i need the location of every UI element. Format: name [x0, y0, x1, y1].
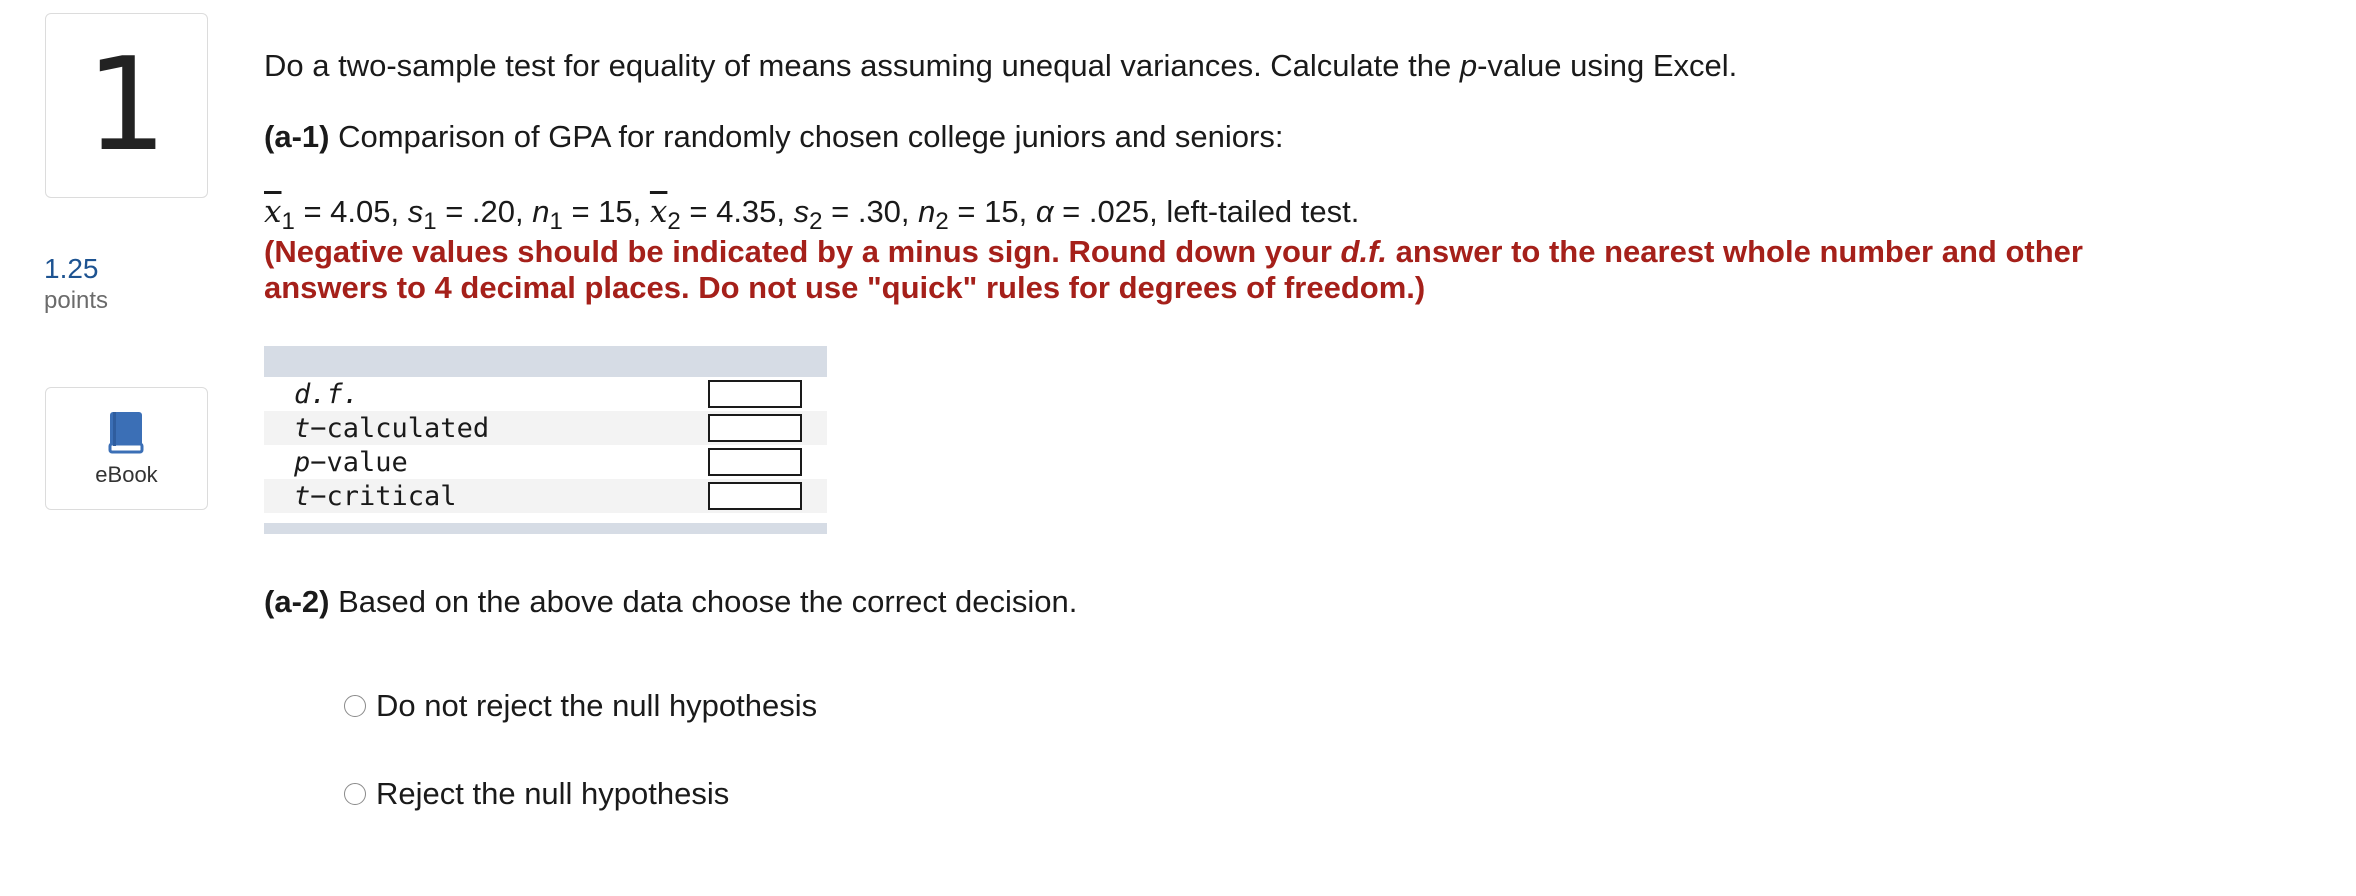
table-row-t-calculated: [264, 411, 827, 445]
row-label-df: [264, 379, 708, 410]
option-do-not-reject[interactable]: [344, 688, 817, 724]
rounding-instructions: [264, 234, 2124, 306]
x2-symbol: $\overline{x}$: [649, 194, 668, 230]
df-input[interactable]: [708, 380, 802, 408]
warning-text-end: answer to the nearest whole number and other answers to 4 decimal places. Do not use "quick" rules for degrees of freedom.): [264, 234, 2083, 305]
x1-subscript: 1: [281, 208, 295, 236]
alpha-value: = .025, left-tailed test.: [1053, 194, 1360, 229]
intro-p-symbol: p: [1459, 48, 1478, 83]
n2-subscript: 2: [935, 208, 949, 236]
t-critical-rest: −critical: [310, 480, 457, 512]
part-a1-heading: [264, 119, 1283, 155]
question-number: 1: [45, 13, 208, 198]
s1-symbol: s: [407, 194, 424, 229]
intro-text-start: Do a two-sample test for equality of means assuming unequal variances. Calculate the: [264, 48, 1460, 83]
p-value-input[interactable]: [708, 448, 802, 476]
x2-subscript: 2: [667, 208, 681, 236]
answer-table: [264, 346, 827, 534]
radio-reject[interactable]: [344, 783, 366, 805]
s2-value: = .30,: [822, 194, 919, 229]
s1-subscript: 1: [423, 208, 437, 236]
x1-symbol: $\overline{x}$: [264, 194, 282, 230]
radio-do-not-reject[interactable]: [344, 695, 366, 717]
x2-value: = 4.35,: [680, 194, 794, 229]
part-a1-text: Comparison of GPA for randomly chosen college juniors and seniors:: [329, 119, 1284, 154]
x1-value: = 4.05,: [294, 194, 408, 229]
points-block: [44, 252, 184, 316]
part-a1-label: (a-1): [264, 119, 330, 154]
n1-value: = 15,: [562, 194, 650, 229]
points-label: points: [44, 287, 109, 314]
option-label-reject: Reject the null hypothesis: [376, 776, 730, 811]
table-row-p-value: [264, 445, 827, 479]
book-icon: [107, 410, 147, 454]
t-critical-input[interactable]: [708, 482, 802, 510]
n2-value: = 15,: [948, 194, 1036, 229]
option-reject[interactable]: [344, 776, 729, 812]
t-calculated-prefix: t: [294, 412, 311, 444]
n2-symbol: n: [918, 194, 936, 229]
points-value: 1.25: [44, 253, 99, 284]
part-a2-label: (a-2): [264, 584, 330, 619]
option-label-do-not-reject: Do not reject the null hypothesis: [376, 688, 818, 723]
table-footer-bar: [264, 523, 827, 534]
t-calculated-rest: −calculated: [310, 412, 490, 444]
ebook-label: eBook: [95, 461, 158, 487]
row-label-t-critical: [264, 481, 708, 512]
intro-text-end: -value using Excel.: [1477, 48, 1738, 83]
warning-df: d.f.: [1340, 234, 1388, 269]
given-values: [264, 194, 1359, 236]
s2-subscript: 2: [809, 208, 823, 236]
warning-text-start: (Negative values should be indicated by a minus sign. Round down your: [264, 234, 1341, 269]
t-calculated-input[interactable]: [708, 414, 802, 442]
p-value-rest: −value: [310, 446, 408, 478]
part-a2-text: Based on the above data choose the correct decision.: [329, 584, 1078, 619]
table-header-bar: [264, 346, 827, 377]
s1-value: = .20,: [436, 194, 533, 229]
row-label-t-calculated: [264, 413, 708, 444]
row-label-p-value: [264, 447, 708, 478]
n1-symbol: n: [532, 194, 550, 229]
p-value-prefix: p: [294, 446, 311, 478]
df-label: d.f.: [294, 378, 360, 410]
alpha-symbol: α: [1035, 194, 1054, 229]
part-a2-heading: [264, 584, 1077, 620]
s2-symbol: s: [793, 194, 810, 229]
t-critical-prefix: t: [294, 480, 311, 512]
ebook-button[interactable]: [45, 387, 208, 510]
n1-subscript: 1: [549, 208, 563, 236]
table-row-t-critical: [264, 479, 827, 513]
table-row-df: [264, 377, 827, 411]
question-intro: [264, 48, 1737, 84]
